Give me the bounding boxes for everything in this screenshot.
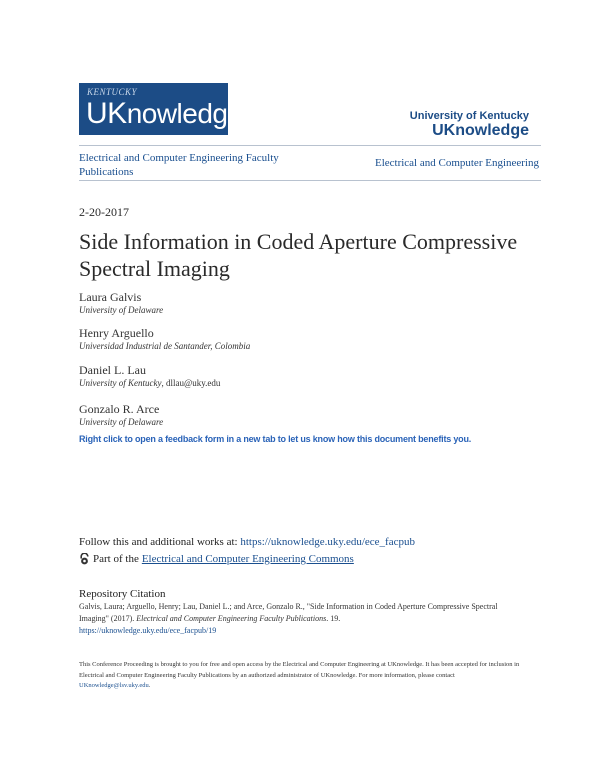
header-divider-bottom — [79, 180, 541, 181]
collection-link-faculty-publications[interactable]: Electrical and Computer Engineering Faculty Publications — [79, 152, 279, 178]
part-of-line — [79, 553, 354, 565]
citation-plain: Galvis, Laura; Arguello, Henry; Lau, Daniel L.; and Arce, Gonzalo R., "Side Information in Coded Aperture Compressive Spectral Imaging" (2017). — [79, 602, 498, 623]
open-access-icon — [79, 553, 90, 565]
uknowledge-logo[interactable] — [79, 83, 243, 135]
header-divider-top — [79, 145, 541, 146]
footer-text: This Conference Proceeding is brought to you for free and open access by the Electrical and Computer Engineering at UKnowledge. It has been accepted for inclusion in Electrical and Computer Engineering Faculty Publications by an authorized administrator of UKnowledge. For more information, please contact — [79, 661, 520, 679]
author-affiliation: Universidad Industrial de Santander, Colombia — [79, 341, 251, 351]
logo-nowledge-part: nowledge — [126, 98, 243, 129]
citation-end: . 19. — [326, 614, 341, 623]
citation-series: Electrical and Computer Engineering Faculty Publications — [136, 614, 327, 623]
author-name: Laura Galvis — [79, 290, 142, 304]
footer-notice — [79, 660, 525, 692]
footer-end: . — [148, 682, 151, 689]
author-name: Henry Arguello — [79, 326, 154, 340]
citation-url-link[interactable]: https://uknowledge.uky.edu/ece_facpub/19 — [79, 626, 217, 635]
author-email[interactable]: , dllau@uky.edu — [161, 378, 221, 388]
author-affiliation: University of Kentucky — [79, 378, 162, 388]
repository-name[interactable]: UKnowledge — [432, 122, 529, 139]
collection-url-link[interactable]: https://uknowledge.uky.edu/ece_facpub — [240, 536, 415, 548]
logo-uknowledge-text — [86, 99, 243, 129]
author-name: Daniel L. Lau — [79, 363, 146, 377]
follow-line — [79, 536, 415, 548]
commons-link[interactable]: Electrical and Computer Engineering Commons — [141, 553, 354, 565]
repository-citation-heading: Repository Citation — [79, 588, 166, 600]
feedback-link[interactable]: Right click to open a feedback form in a new tab to let us know how this document benefits you. — [79, 434, 472, 444]
repository-citation-text — [79, 601, 525, 637]
contact-email-link[interactable]: UKnowledge@lsv.uky.edu — [79, 682, 149, 689]
publication-date: 2-20-2017 — [79, 205, 129, 219]
author-affiliation-line — [79, 378, 220, 388]
author-affiliation: University of Delaware — [79, 305, 164, 315]
follow-text: Follow this and additional works at: — [79, 536, 241, 548]
logo-kentucky-text: KENTUCKY — [87, 87, 138, 97]
collection-link-department[interactable]: Electrical and Computer Engineering — [374, 157, 539, 169]
part-of-text: Part of the — [93, 553, 139, 565]
university-name[interactable]: University of Kentucky — [409, 110, 529, 122]
document-title: Side Information in Coded Aperture Compressive Spectral Imaging — [79, 229, 518, 281]
logo-uk-part: UK — [86, 97, 127, 130]
author-name: Gonzalo R. Arce — [79, 402, 160, 416]
author-affiliation: University of Delaware — [79, 417, 164, 427]
